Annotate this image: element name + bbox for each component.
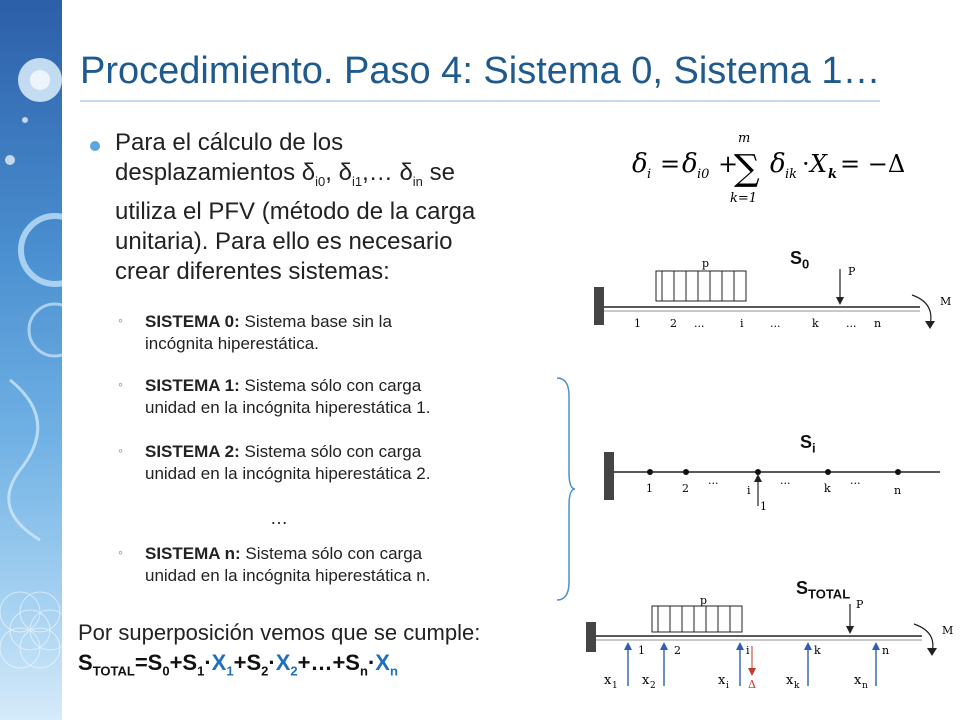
decorative-side-band (0, 0, 62, 720)
eq-dot: · (204, 650, 212, 675)
para-line-5: crear diferentes sistemas: (115, 257, 390, 285)
load-p-label: p (702, 257, 710, 270)
eq-sub: n (389, 663, 398, 679)
moment-arc (914, 624, 933, 652)
reaction-labels (604, 673, 868, 691)
system-text: Sistema sólo con carga (240, 544, 423, 563)
node-label: k (814, 644, 821, 657)
sub-bullet-icon: ◦ (118, 376, 123, 392)
moment-arrow-icon (925, 321, 935, 329)
decorative-bubbles (0, 0, 62, 720)
eq-sub: n (359, 663, 368, 679)
node-dots: ... (846, 317, 857, 330)
separator: , (325, 159, 339, 186)
load-P-label: P (856, 598, 864, 611)
main-paragraph (115, 128, 565, 287)
node-label: i (746, 644, 750, 657)
system-n-item (145, 543, 565, 587)
title-divider (80, 100, 880, 102)
formula-sub: k (828, 167, 838, 182)
system-text: unidad en la incógnita hiperestática 2. (145, 464, 431, 483)
moment-arrow-icon (927, 648, 937, 656)
formula-sub: ik (785, 167, 798, 182)
eq-sub: 2 (261, 663, 269, 679)
para-line-3: utiliza el PFV (método de la carga (115, 197, 476, 225)
delta-symbol: δ (301, 159, 316, 186)
x-sub: 2 (650, 681, 656, 691)
x-label: x (642, 673, 650, 688)
ellipsis: … (270, 508, 288, 528)
eq-part: +S (169, 650, 198, 675)
para-line-4: unitaria). Para ello es necesario (115, 227, 453, 255)
system-0-item (145, 311, 565, 355)
eq-sub: 1 (226, 663, 234, 679)
node-label: 1 (634, 317, 641, 330)
s-letter: S (790, 248, 803, 268)
s-letter: S (796, 578, 809, 598)
eq-sub: TOTAL (92, 663, 135, 679)
system-label: SISTEMA 2: (145, 442, 240, 461)
s-sub: TOTAL (808, 586, 851, 602)
eq-part: +…+S (297, 650, 360, 675)
x-sub: k (794, 681, 800, 691)
delta-symbol: δ (338, 159, 352, 186)
arrow-head-icon (754, 474, 762, 482)
node-label: k (824, 482, 831, 495)
fixed-support-icon (604, 452, 614, 500)
load-arrows (658, 606, 730, 632)
system-text: unidad en la incógnita hiperestática 1. (145, 398, 431, 417)
x-label: x (854, 673, 862, 688)
system-label: SISTEMA 0: (145, 312, 240, 331)
s-sub: i (812, 440, 816, 456)
node-label: n (874, 317, 882, 330)
arrow-head-icon (836, 297, 844, 305)
x-label: x (718, 673, 726, 688)
eq-part: S (78, 650, 93, 675)
system-i-diagram (600, 448, 950, 520)
sub-bullet-icon: ◦ (118, 312, 123, 328)
para-line-1: Para el cálculo de los (115, 129, 344, 156)
system-label: SISTEMA n: (145, 544, 241, 563)
eq-part: +S (233, 650, 262, 675)
node-dots: ... (694, 317, 705, 330)
formula-upper: m (738, 131, 751, 146)
system-text: unidad en la incógnita hiperestática n. (145, 566, 431, 585)
eq-part: =S (134, 650, 163, 675)
node-dots: ... (770, 317, 781, 330)
node-label: n (894, 484, 902, 497)
system-1-item (145, 375, 565, 419)
node-dots: ... (780, 474, 791, 487)
formula-eq2: = −Δ (840, 150, 906, 178)
fixed-support-icon (586, 622, 596, 652)
fixed-support-icon (594, 287, 604, 325)
eq-X: X (275, 650, 291, 675)
s-sub: 0 (802, 256, 810, 272)
superposition-text: Por superposición vemos que se cumple: (78, 620, 481, 645)
node-label: 2 (670, 317, 677, 330)
node-label: 2 (674, 644, 681, 657)
moment-label: M (942, 624, 954, 637)
eq-X: X (211, 650, 227, 675)
sub-bullet-icon: ◦ (118, 544, 123, 560)
formula-eq: = (660, 150, 681, 178)
x-label: x (604, 673, 612, 688)
delta-sub-i0: i0 (315, 173, 326, 189)
formula-dot: · (802, 150, 810, 178)
separator: ,… (362, 159, 400, 186)
system-text: Sistema sólo con carga (239, 442, 422, 461)
delta-sub-i1: i1 (351, 173, 363, 189)
x-label: x (786, 673, 794, 688)
x-sub: n (862, 681, 868, 691)
arrow-head-icon (748, 668, 756, 676)
para-line-2: desplazamientos (115, 159, 302, 186)
moment-arc (912, 295, 931, 325)
formula-delta: δ (632, 149, 648, 179)
curly-brace (555, 376, 575, 602)
slide-title: Procedimiento. Paso 4: Sistema 0, Sistema 1… (80, 50, 881, 92)
formula-sub: i0 (697, 167, 710, 182)
system-0-diagram (590, 255, 960, 355)
system-text: Sistema base sin la (239, 312, 392, 331)
load-arrows (662, 271, 734, 301)
system-text: incógnita hiperestática. (145, 334, 319, 353)
node-label: i (740, 317, 744, 330)
system-total-diagram (582, 594, 958, 694)
eq-dot: · (367, 650, 376, 675)
load-P-label: P (848, 265, 856, 278)
sub-bullet-icon: ◦ (118, 442, 123, 458)
formula-X: X (810, 150, 828, 178)
node-label: i (747, 484, 751, 497)
node-dots: ... (708, 474, 719, 487)
delta-label: Δ (748, 678, 756, 691)
node-dots: ... (850, 474, 861, 487)
formula-delta: δ (770, 149, 786, 179)
formula-lower: k=1 (730, 191, 758, 206)
x-sub: 1 (612, 681, 618, 691)
node-label: n (882, 644, 890, 657)
eq-sub: 0 (162, 663, 170, 679)
system-2-item (145, 441, 565, 485)
compatibility-formula (630, 130, 930, 210)
formula-plus: + (718, 150, 739, 178)
eq-sub: 2 (290, 663, 298, 679)
distributed-load (656, 271, 746, 301)
system-text: Sistema sólo con carga (239, 376, 422, 395)
node-label: k (812, 317, 819, 330)
formula-delta: δ (682, 149, 698, 179)
superposition-equation (78, 650, 398, 678)
delta-symbol: δ (399, 159, 413, 186)
delta-sub-in: in (412, 173, 423, 189)
load-p-label: p (700, 594, 708, 607)
system-label: SISTEMA 1: (145, 376, 240, 395)
node-label: 1 (646, 482, 653, 495)
sum-icon: ∑ (734, 148, 760, 189)
formula-sub: i (647, 167, 652, 182)
s-letter: S (800, 432, 813, 452)
unit-load-label: 1 (760, 500, 767, 513)
node-label: 1 (638, 644, 645, 657)
arrow-head-icon (846, 626, 854, 634)
distributed-load (652, 606, 742, 632)
x-sub: i (726, 681, 729, 691)
eq-X: X (375, 650, 390, 675)
moment-label: M (940, 295, 952, 308)
eq-dot: · (268, 650, 276, 675)
eq-sub: 1 (197, 663, 205, 679)
node-label: 2 (682, 482, 689, 495)
bullet-icon (90, 141, 100, 151)
para-line-2-end: se (422, 159, 455, 186)
